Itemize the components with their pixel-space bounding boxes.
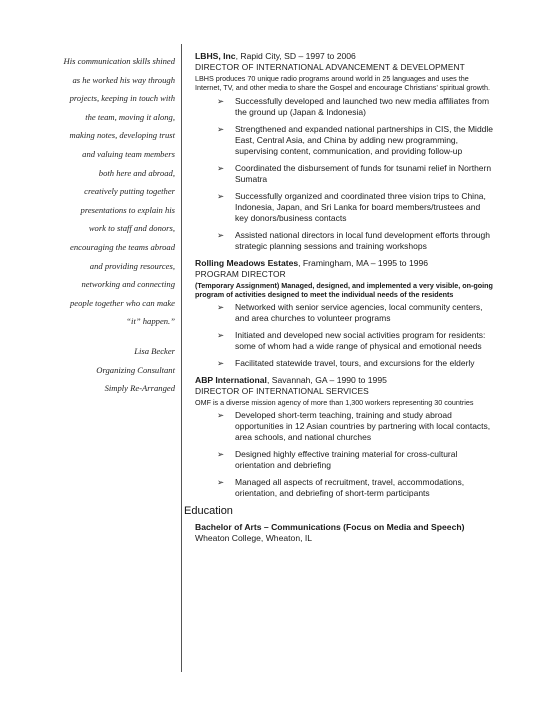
job-description: (Temporary Assignment) Managed, designed, and implemented a very visible, on-going program of activities designed to meet the individual needs of the residents [195,280,493,299]
quote-line: people together who can make [69,297,175,308]
quote-line: both here and abroad, [98,167,175,178]
job-header [195,258,495,269]
testimonial-quote [30,52,175,331]
arrow-bullet-icon: ➢ [217,123,225,134]
testimonial-sidebar [30,52,175,398]
quote-line: “it” happen.” [126,316,175,327]
job-entry [195,51,495,252]
job-location-dates: , Rapid City, SD – 1997 to 2006 [235,51,356,61]
job-location-dates: , Framingham, MA – 1995 to 1996 [298,257,429,268]
bullet-text: Networked with senior service agencies, local community centers, and area churches to volunteer programs [235,302,483,324]
quote-line: work to staff and donors, [88,223,175,234]
bullet-text: Strengthened and expanded national partnerships in CIS, the Middle East, Central Asia, and China by adding new programming, supervising content, communication, and providing follow-up [235,123,494,156]
quote-line: and valuing team members [82,148,175,159]
education-degree: Bachelor of Arts – Communications (Focus on Media and Speech) [195,522,465,533]
arrow-bullet-icon: ➢ [217,190,225,201]
list-item [195,191,495,224]
column-divider [181,44,182,672]
arrow-bullet-icon: ➢ [217,477,225,488]
quote-line: His communication skills shined [63,56,175,66]
list-item [195,358,495,369]
education-school: Wheaton College, Wheaton, IL [195,533,313,544]
education-heading: Education [184,505,233,518]
job-header [195,51,495,62]
attribution-role: Organizing Consultant [96,364,175,375]
list-item [195,302,495,324]
job-bullets [195,96,495,252]
list-item [195,410,495,443]
bullet-text: Assisted national directors in local fund development efforts through strategic planning sessions and training workshops [235,229,490,251]
job-organization: ABP International [195,375,267,386]
bullet-text: Designed highly effective training material for cross-cultural orientation and debriefing [235,449,458,471]
job-header [195,375,495,386]
list-item [195,163,495,185]
quote-line: presentations to explain his [80,204,175,215]
arrow-bullet-icon: ➢ [217,358,225,369]
job-title: DIRECTOR OF INTERNATIONAL ADVANCEMENT & DEVELOPMENT [195,62,465,72]
job-organization: LBHS, Inc [195,51,236,61]
quote-line: projects, keeping in touch with [69,93,175,104]
arrow-bullet-icon: ➢ [217,449,225,460]
attribution-company: Simply Re-Arranged [104,383,175,394]
bullet-text: Managed all aspects of recruitment, travel, accommodations, orientation, and debriefing of short-term participants [235,477,465,499]
quote-line: and providing resources, [89,260,175,271]
job-bullets [195,302,495,369]
bullet-text: Developed short-term teaching, training and study abroad opportunities in 12 Asian countries by partnering with local contacts, area schools, and national churches [235,410,491,443]
list-item [195,124,495,157]
bullet-text: Coordinated the disbursement of funds for tsunami relief in Northern Sumatra [235,162,492,184]
testimonial-attribution [30,342,175,398]
job-bullets [195,410,495,499]
list-item [195,449,495,471]
list-item [195,477,495,499]
job-description: LBHS produces 70 unique radio programs around world in 25 languages and uses the Internet, TV, and other media to share the Gospel and encourage Christians’ spiritual growth. [195,74,490,93]
list-item [195,96,495,118]
arrow-bullet-icon: ➢ [217,302,225,313]
job-title: DIRECTOR OF INTERNATIONAL SERVICES [195,386,369,397]
list-item [195,330,495,352]
experience-column [184,51,495,544]
quote-line: creatively putting together [84,186,175,197]
job-description: OMF is a diverse mission agency of more than 1,300 workers representing 30 countries [195,398,474,408]
list-item [195,230,495,252]
arrow-bullet-icon: ➢ [217,95,225,106]
job-title: PROGRAM DIRECTOR [195,268,286,279]
bullet-text: Facilitated statewide travel, tours, and excursions for the elderly [235,358,475,369]
arrow-bullet-icon: ➢ [217,410,225,421]
job-location-dates: , Savannah, GA – 1990 to 1995 [266,375,387,386]
quote-line: networking and connecting [81,279,175,290]
quote-line: as he worked his way through [72,74,175,85]
arrow-bullet-icon: ➢ [217,330,225,341]
quote-line: encouraging the teams abroad [70,241,175,252]
arrow-bullet-icon: ➢ [217,162,225,173]
job-organization: Rolling Meadows Estates [195,257,299,268]
job-entry [195,375,495,499]
bullet-text: Successfully organized and coordinated three vision trips to China, Indonesia, Japan, and Sri Lanka for board members/trustees and key donors/business contacts [235,190,486,223]
attribution-name: Lisa Becker [134,345,175,356]
bullet-text: Initiated and developed new social activities program for residents: some of whom had a wide range of physical and emotional needs [235,330,486,352]
quote-line: making notes, developing trust [69,130,175,141]
quote-line: the team, moving it along, [85,111,175,122]
job-entry [195,258,495,370]
bullet-text: Successfully developed and launched two new media affiliates from the ground up (Japan & Indonesia) [235,95,490,117]
arrow-bullet-icon: ➢ [217,229,225,240]
